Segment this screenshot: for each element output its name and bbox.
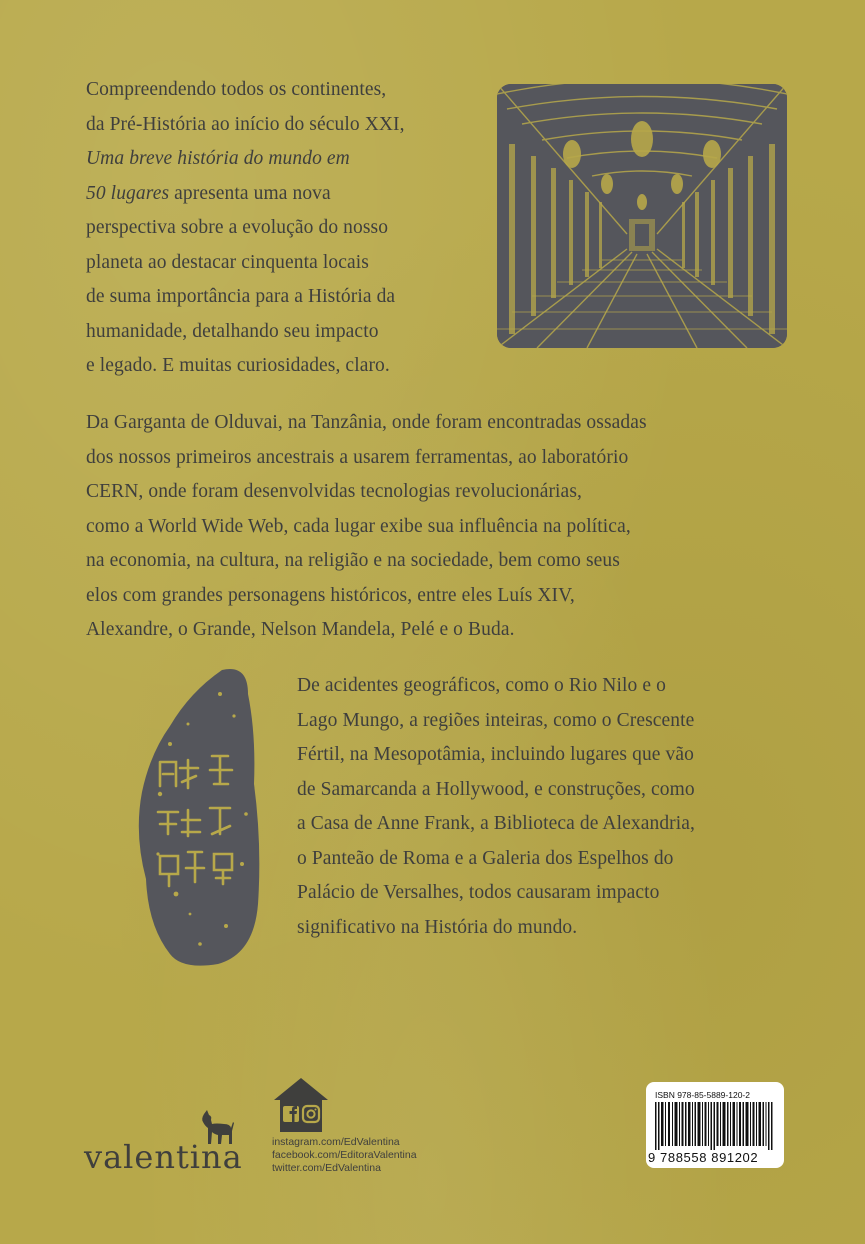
text-line: planeta ao destacar cinquenta locais: [86, 251, 369, 273]
text-line: elos com grandes personagens históricos, entre eles Luís XIV,: [86, 584, 575, 606]
stone-tablet-illustration: [130, 664, 270, 969]
publisher-logo: [84, 1110, 254, 1180]
landmarks-paragraph: [297, 669, 695, 945]
text-line: Palácio de Versalhes, todos causaram impacto: [297, 882, 660, 903]
intro-paragraph: [86, 73, 405, 384]
text-line: perspectiva sobre a evolução do nosso: [86, 217, 389, 238]
text-line: Fértil, na Mesopotâmia, incluindo lugares que vão: [297, 744, 694, 765]
text-line: De acidentes geográficos, como o Rio Nilo e o: [297, 675, 666, 696]
text-line: Compreendendo todos os continentes,: [86, 79, 387, 100]
text-line: o Panteão de Roma e a Galeria dos Espelhos do: [297, 847, 674, 869]
text-line: na economia, na cultura, na religião e na sociedade, bem como seus: [86, 550, 620, 571]
text-line: e legado. E muitas curiosidades, claro.: [86, 355, 390, 376]
text-fragment: apresenta uma nova: [169, 182, 331, 204]
text-line: da Pré-História ao início do século XXI,: [86, 113, 405, 135]
instagram-link[interactable]: instagram.com/EdValentina: [272, 1136, 400, 1148]
isbn-label: ISBN 978-85-5889-120-2: [655, 1090, 750, 1100]
text-line: dos nossos primeiros ancestrais a usarem ferramentas, ao laboratório: [86, 446, 629, 468]
publisher-name: valentina: [84, 1138, 243, 1176]
social-links-block: [272, 1076, 492, 1186]
text-line: a Casa de Anne Frank, a Biblioteca de Alexandria,: [297, 813, 696, 834]
barcode-digits: 9 788558 891202: [648, 1150, 759, 1165]
text-line: Lago Mungo, a regiões inteiras, como o Crescente: [297, 709, 695, 731]
hall-of-mirrors-illustration: [497, 84, 787, 348]
book-title-italic: Uma breve história do mundo em: [86, 148, 350, 169]
text-line: humanidade, detalhando seu impacto: [86, 320, 379, 342]
text-line: de suma importância para a História da: [86, 286, 396, 307]
text-line: [86, 177, 405, 212]
barcode-box: [646, 1082, 784, 1168]
barcode-icon: [655, 1102, 776, 1150]
text-line: significativo na História do mundo.: [297, 916, 578, 938]
twitter-link[interactable]: twitter.com/EdValentina: [272, 1162, 381, 1174]
text-line: [86, 142, 405, 177]
text-line: de Samarcanda a Hollywood, e construções, como: [297, 778, 695, 800]
text-line: como a World Wide Web, cada lugar exibe sua influência na política,: [86, 515, 631, 537]
book-title-italic: 50 lugares: [86, 182, 170, 204]
social-links: [272, 1136, 417, 1175]
house-icon: [272, 1076, 330, 1134]
text-line: CERN, onde foram desenvolvidas tecnologias revolucionárias,: [86, 481, 582, 502]
places-paragraph: [86, 406, 647, 648]
text-line: Da Garganta de Olduvai, na Tanzânia, onde foram encontradas ossadas: [86, 412, 647, 433]
text-line: Alexandre, o Grande, Nelson Mandela, Pelé e o Buda.: [86, 619, 515, 640]
facebook-link[interactable]: facebook.com/EditoraValentina: [272, 1149, 417, 1161]
